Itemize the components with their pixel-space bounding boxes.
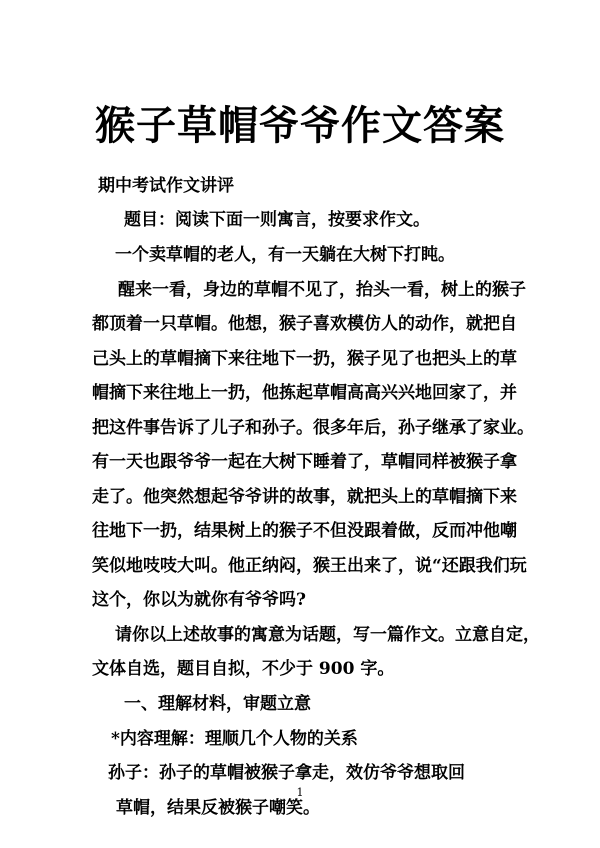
text-line: 醒来一看，身边的草帽不见了，抬头一看，树上的猴子: [118, 280, 526, 300]
text-line: 草帽，结果反被猴子嘲笑。: [116, 798, 320, 818]
text-line: 题目：阅读下面一则寓言，按要求作文。: [124, 210, 430, 230]
text-line: *内容理解：理顺几个人物的关系: [111, 729, 358, 749]
page-number: 1: [296, 786, 304, 799]
text-line: 笑似地吱吱大叫。他正纳闷，猴王出来了，说“还跟我们玩: [92, 556, 527, 576]
text-line: 文体自选，题目自拟，不少于 900 字。: [92, 659, 395, 679]
document-title: 猴子草帽爷爷作文答案: [95, 102, 505, 149]
text-line: 一个卖草帽的老人，有一天躺在大树下打盹。: [115, 245, 455, 265]
text-line: 请你以上述故事的寓意为话题，写一篇作文。立意自定，: [115, 625, 540, 645]
text-line: 己头上的草帽摘下来往地下一扔，猴子见了也把头上的草: [92, 349, 517, 369]
text-line: 走了。他突然想起爷爷讲的故事，就把头上的草帽摘下来: [92, 487, 517, 507]
text-line: 这个，你以为就你有爷爷吗?: [92, 590, 306, 610]
text-line: 期中考试作文讲评: [98, 176, 234, 196]
text-line: 一、理解材料，审题立意: [124, 694, 311, 714]
text-line: 往地下一扔，结果树上的猴子不但没跟着做，反而冲他嘲: [92, 521, 517, 541]
text-line: 把这件事告诉了儿子和孙子。很多年后，孙子继承了家业。: [92, 418, 534, 438]
text-line: 孙子：孙子的草帽被猴子拿走，效仿爷爷想取回: [108, 763, 465, 783]
text-line: 帽摘下来往地上一扔，他拣起草帽高高兴兴地回家了，并: [92, 383, 517, 403]
text-line: 有一天也跟爷爷一起在大树下睡着了，草帽同样被猴子拿: [92, 452, 517, 472]
text-line: 都顶着一只草帽。他想，猴子喜欢模仿人的动作，就把自: [92, 314, 517, 334]
